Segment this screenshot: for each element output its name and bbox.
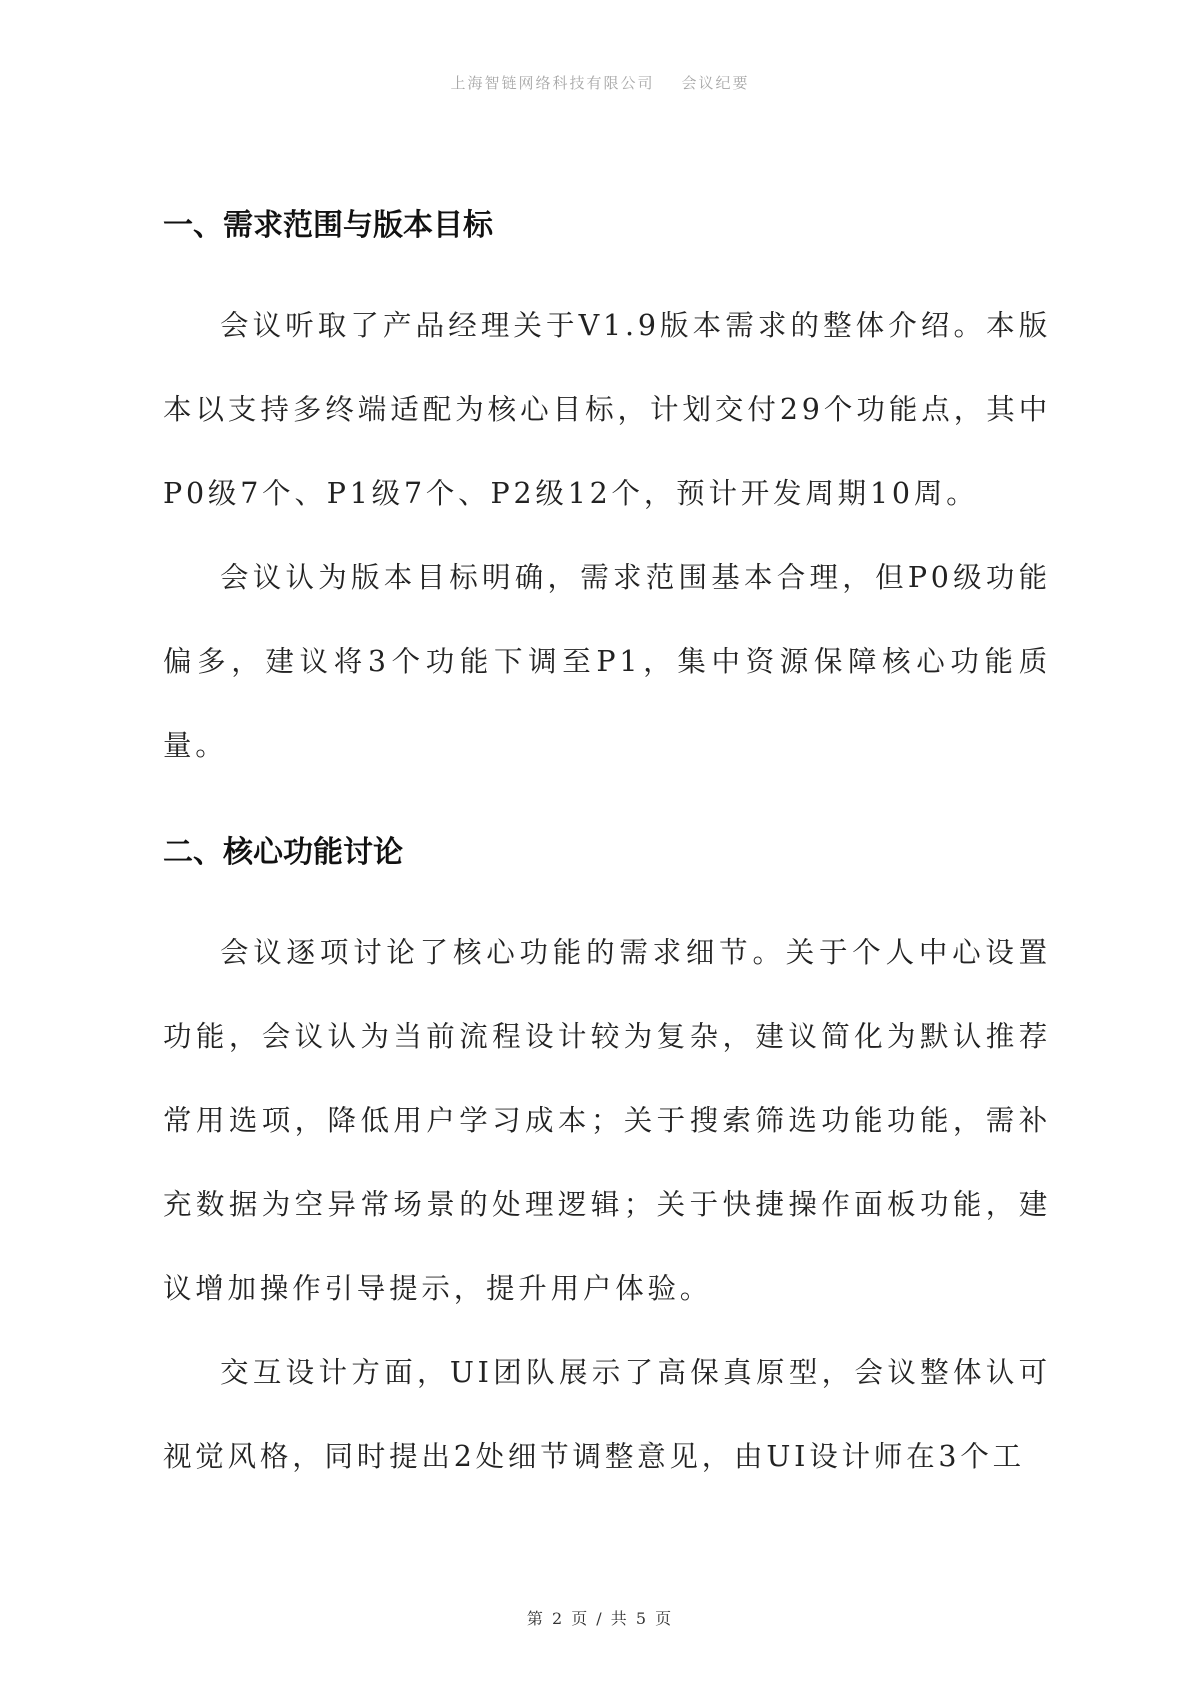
- section-heading-1: 一、需求范围与版本目标: [163, 208, 493, 243]
- page-number-footer: 第 2 页 / 共 5 页: [526, 1609, 674, 1628]
- section-1-paragraph-2: 会议认为版本目标明确，需求范围基本合理，但P0级功能偏多，建议将3个功能下调至P1，集中资源保障核心功能质量。: [163, 561, 1051, 762]
- page-header: 上海智链网络科技有限公司 会议纪要: [450, 74, 750, 92]
- section-2-paragraph-2: 交互设计方面，UI团队展示了高保真原型，会议整体认可视觉风格，同时提出2处细节调整意见，由UI设计师在3个工: [163, 1356, 1051, 1473]
- section-heading-2: 二、核心功能讨论: [163, 835, 403, 870]
- section-1-paragraph-1: 会议听取了产品经理关于V1.9版本需求的整体介绍。本版本以支持多终端适配为核心目标，计划交付29个功能点，其中P0级7个、P1级7个、P2级12个，预计开发周期10周。: [163, 309, 1051, 510]
- section-2-paragraph-1: 会议逐项讨论了核心功能的需求细节。关于个人中心设置功能，会议认为当前流程设计较为复杂，建议简化为默认推荐常用选项，降低用户学习成本；关于搜索筛选功能功能，需补充数据为空异常场景的处理逻辑；关于快捷操作面板功能，建议增加操作引导提示，提升用户体验。: [163, 936, 1051, 1305]
- page-content: [163, 206, 1051, 1499]
